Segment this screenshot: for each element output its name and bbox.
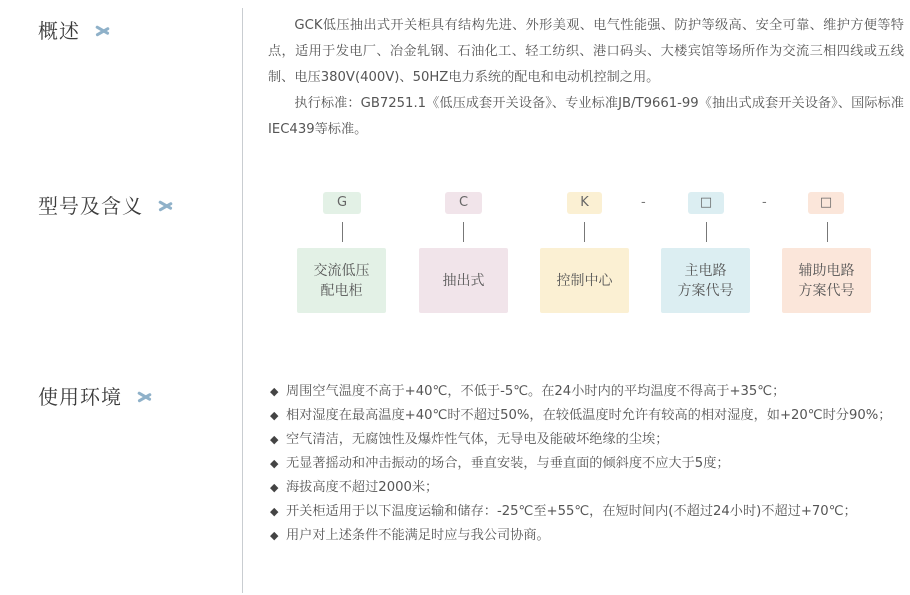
model-code-k: K [567,192,602,214]
model-dash-2: - [762,195,767,210]
list-item [268,380,908,404]
model-code-c: C [445,192,482,214]
connector-line [584,222,585,242]
model-meaning-k: 控制中心 [540,248,629,313]
diamond-bullet-icon: ◆ [270,385,279,398]
connector-line [463,222,464,242]
connector-line [342,222,343,242]
list-item-text: 无显著摇动和冲击振动的场合，垂直安装，与垂直面的倾斜度不应大于5度； [286,456,730,471]
overview-text [268,13,904,143]
section-title-model [38,190,175,219]
model-code-g: G [323,192,361,214]
diamond-bullet-icon: ◆ [270,409,279,422]
section-title-model-text: 型号及含义 [38,194,143,218]
diamond-bullet-icon: ◆ [270,433,279,446]
list-item [268,452,908,476]
list-item [268,476,908,500]
diamond-bullet-icon: ◆ [270,529,279,542]
diamond-bullet-icon: ◆ [270,481,279,494]
environment-list [268,380,908,548]
section-title-environment [38,381,154,410]
chevron-right-icon [157,196,175,214]
section-title-overview-text: 概述 [38,19,80,43]
list-item-text: 海拔高度不超过2000米； [286,480,439,495]
list-item [268,404,908,428]
list-item-text: 相对湿度在最高温度+40℃时不超过50%，在较低温度时允许有较高的相对湿度，如+20℃时分90%； [286,408,892,423]
model-meaning-c: 抽出式 [419,248,508,313]
list-item-text: 空气清洁，无腐蚀性及爆炸性气体，无导电及能破坏绝缘的尘埃； [286,432,669,447]
model-meaning-g: 交流低压 配电柜 [297,248,386,313]
section-title-environment-text: 使用环境 [38,385,122,409]
diamond-bullet-icon: ◆ [270,505,279,518]
list-item [268,428,908,452]
list-item-text: 开关柜适用于以下温度运输和储存：-25℃至+55℃，在短时间内(不超过24小时)不超过+70℃； [286,504,857,519]
connector-line [827,222,828,242]
model-dash-1: - [641,195,646,210]
list-item-text: 用户对上述条件不能满足时应与我公司协商。 [286,528,550,543]
section-title-overview [38,15,112,44]
list-item [268,500,908,524]
diamond-bullet-icon: ◆ [270,457,279,470]
overview-paragraph-2: 执行标准：GB7251.1《低压成套开关设备》、专业标准JB/T9661-99《抽出式成套开关设备》、国际标准IEC439等标准。 [268,96,904,137]
chevron-right-icon [136,387,154,405]
list-item [268,524,908,548]
list-item-text: 周围空气温度不高于+40℃，不低于-5℃。在24小时内的平均温度不得高于+35℃； [286,384,786,399]
overview-paragraph-1: GCK低压抽出式开关柜具有结构先进、外形美观、电气性能强、防护等级高、安全可靠、维护方便等特点，适用于发电厂、冶金轧钢、石油化工、轻工纺织、港口码头、大楼宾馆等场所作为交流三相四线或五线制、电压380V(400V)、50HZ电力系统的配电和电动机控制之用。 [268,18,904,85]
model-code-aux-circuit: □ [808,192,844,214]
vertical-divider [242,8,243,593]
model-meaning-main-circuit: 主电路 方案代号 [661,248,750,313]
model-meaning-aux-circuit: 辅助电路 方案代号 [782,248,871,313]
connector-line [706,222,707,242]
model-code-main-circuit: □ [688,192,724,214]
chevron-right-icon [94,21,112,39]
